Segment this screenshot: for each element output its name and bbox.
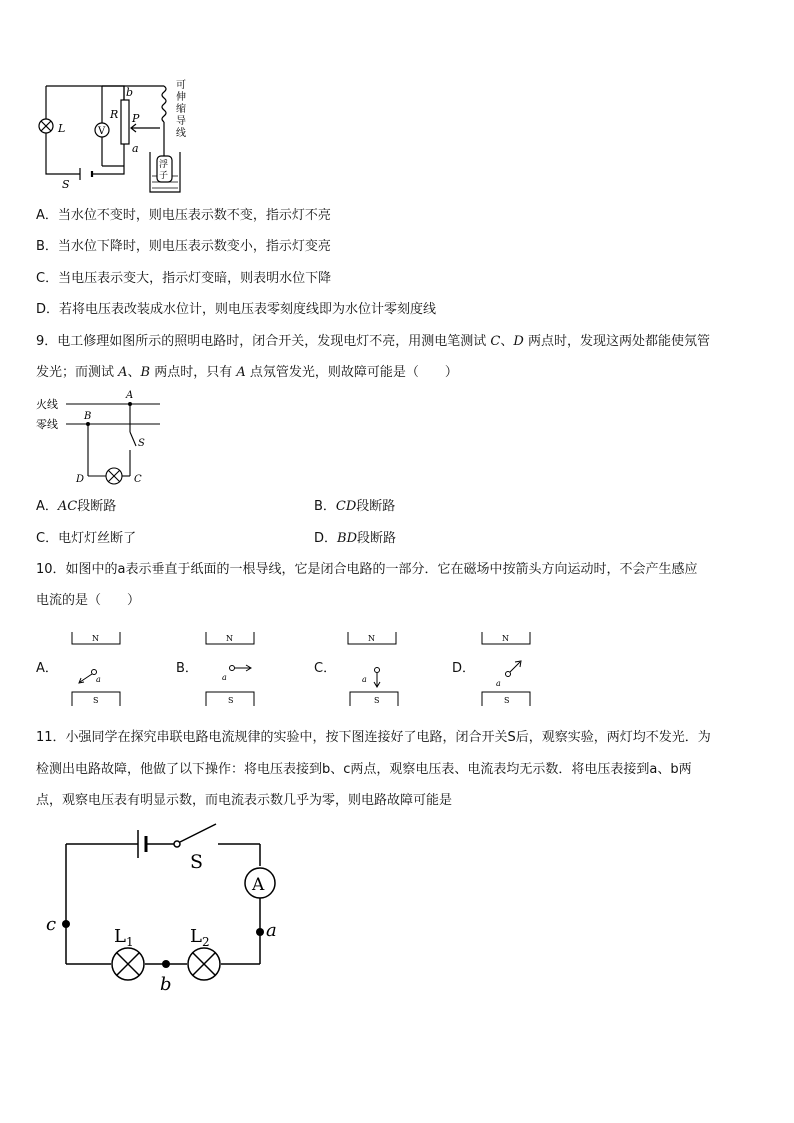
label-S: S xyxy=(62,178,70,191)
q9-option-b: B．CD段断路 xyxy=(314,499,396,514)
q9-stem-line2: 发光；而测试 A、B 两点时，只有 A 点氖管发光，则故障可能是（ ） xyxy=(36,365,458,380)
q10-option-d-figure xyxy=(476,630,546,708)
float-label-char: 子 xyxy=(159,171,169,181)
q9-option-c: C．电灯灯丝断了 xyxy=(36,531,137,546)
label-switch-S: S xyxy=(190,851,204,873)
wire-a-label: a xyxy=(222,673,227,682)
label-point-a: a xyxy=(266,920,277,941)
q10-option-b-letter: B． xyxy=(176,661,198,676)
q10-stem-line2: 电流的是（ ） xyxy=(36,593,141,608)
magnet-n-label: N xyxy=(368,634,375,643)
label-D: D xyxy=(76,474,85,485)
wire-a-label: a xyxy=(362,675,367,684)
q11-series-circuit-figure xyxy=(40,822,290,994)
label-neutral-wire: 零线 xyxy=(36,418,58,431)
label-b: b xyxy=(126,86,134,99)
label-L1: $L_1$ xyxy=(114,926,134,949)
q8-option-c: C．当电压表示变大，指示灯变暗，则表明水位下降 xyxy=(36,271,332,286)
q10-option-c-letter: C． xyxy=(314,661,337,676)
q10-option-c-figure xyxy=(340,630,410,708)
label-point-c: c xyxy=(46,914,57,935)
side-label-char: 缩 xyxy=(176,104,186,115)
side-label-char: 线 xyxy=(176,128,186,139)
magnet-s-label: S xyxy=(374,696,380,705)
q8-option-a: A．当水位不变时，则电压表示数不变，指示灯不亮 xyxy=(36,208,331,223)
q9-lighting-circuit-figure xyxy=(36,388,166,488)
q10-stem-line1: 10．如图中的a表示垂直于纸面的一根导线，它是闭合电路的一部分．它在磁场中按箭头方向运动时，不会产生感应 xyxy=(36,562,698,577)
magnet-s-label: S xyxy=(504,696,510,705)
magnet-s-label: S xyxy=(93,696,99,705)
side-label-char: 可 xyxy=(176,80,186,91)
label-C: C xyxy=(134,474,142,485)
q11-stem-line1: 11．小强同学在探究串联电路电流规律的实验中，按下图连接好了电路，闭合开关S后，观察实验，两灯均不发光．为 xyxy=(36,730,711,745)
q8-circuit-figure xyxy=(36,78,206,200)
float-label-char: 浮 xyxy=(159,160,169,170)
q9-stem-line1: 9．电工修理如图所示的照明电路时，闭合开关，发现电灯不亮，用测电笔测试 C、D 两点时，发现这两处都能使氖管 xyxy=(36,334,710,349)
q9-option-d: D．BD段断路 xyxy=(314,531,397,546)
label-A: A xyxy=(126,390,134,401)
label-point-b: b xyxy=(160,974,172,994)
q11-stem-line3: 点，观察电压表有明显示数，而电流表示数几乎为零，则电路故障可能是 xyxy=(36,793,453,808)
label-V: V xyxy=(98,126,106,137)
label-P: P xyxy=(132,112,140,125)
side-label-char: 导 xyxy=(176,116,186,127)
q10-option-b-figure xyxy=(200,630,270,708)
q10-option-a-figure xyxy=(64,630,134,708)
label-a: a xyxy=(132,142,139,155)
label-L2: $L_2$ xyxy=(190,926,210,949)
q11-stem-line2: 检测出电路故障，他做了以下操作：将电压表接到b、c两点，观察电压表、电流表均无示数．将电压表接到a、b两 xyxy=(36,762,692,777)
magnet-n-label: N xyxy=(226,634,233,643)
q10-option-a-letter: A． xyxy=(36,661,58,676)
label-L: L xyxy=(58,122,66,135)
wire-a-label: a xyxy=(496,679,501,688)
magnet-n-label: N xyxy=(502,634,509,643)
wire-a-label: a xyxy=(96,675,101,684)
label-live-wire: 火线 xyxy=(36,398,58,411)
label-ammeter-A: A xyxy=(252,875,265,895)
label-S: S xyxy=(138,438,145,449)
q9-option-a: A．AC段断路 xyxy=(36,499,117,514)
magnet-n-label: N xyxy=(92,634,99,643)
q8-option-b: B．当水位下降时，则电压表示数变小，指示灯变亮 xyxy=(36,239,331,254)
label-B: B xyxy=(84,411,92,422)
q8-option-d: D．若将电压表改装成水位计，则电压表零刻度线即为水位计零刻度线 xyxy=(36,302,437,317)
q10-option-d-letter: D． xyxy=(452,661,476,676)
magnet-s-label: S xyxy=(228,696,234,705)
side-label-char: 伸 xyxy=(176,92,186,103)
label-R: R xyxy=(110,108,119,121)
